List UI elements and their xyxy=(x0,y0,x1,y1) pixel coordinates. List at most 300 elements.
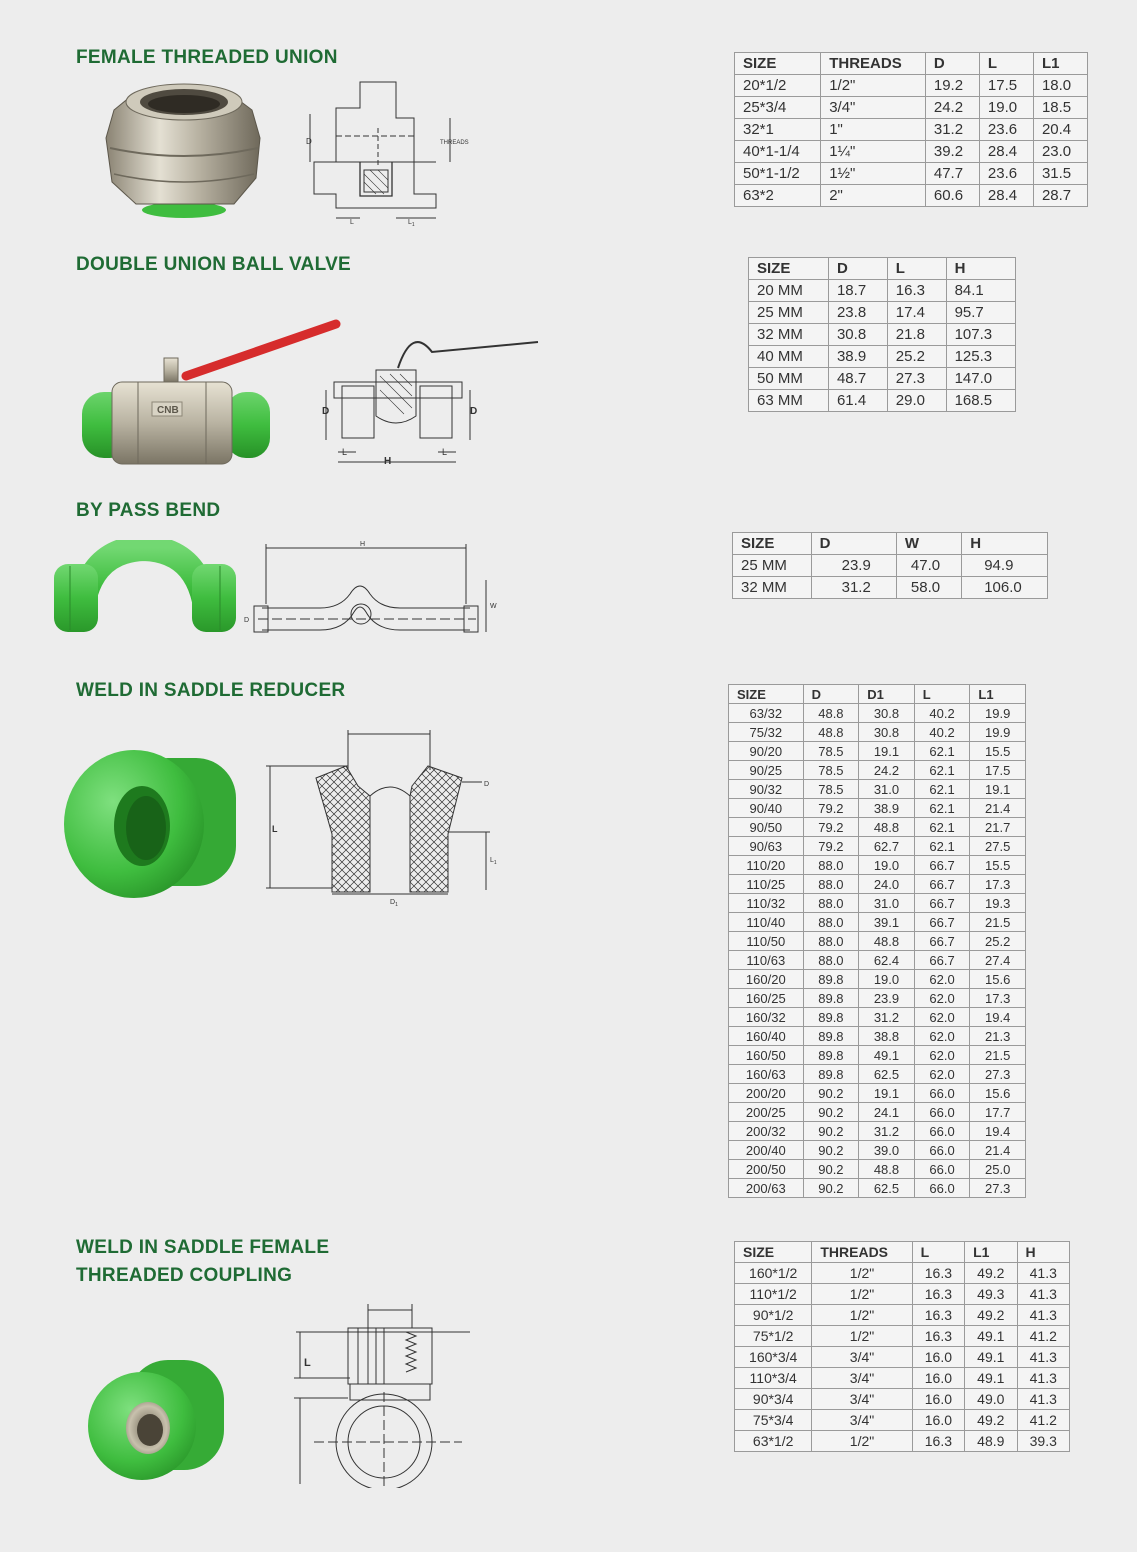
table-cell: 88.0 xyxy=(803,894,859,913)
table-cell: 200/50 xyxy=(729,1160,804,1179)
table-row xyxy=(729,723,1026,742)
table-cell: 21.5 xyxy=(970,913,1026,932)
col-header: L xyxy=(979,53,1033,75)
table-cell: 1/2" xyxy=(812,1326,912,1347)
dim-label-threads: THREADS xyxy=(440,140,469,146)
table-cell: 41.3 xyxy=(1017,1347,1069,1368)
saddle-reducer-drawing xyxy=(262,726,502,910)
table-cell: 110/20 xyxy=(729,856,804,875)
table-cell: 90.2 xyxy=(803,1103,859,1122)
table-cell: 20*1/2 xyxy=(735,75,821,97)
table-cell: 147.0 xyxy=(946,368,1015,390)
table-cell: 62.1 xyxy=(914,818,970,837)
table-cell: 19.0 xyxy=(859,856,915,875)
dim-label-h: H xyxy=(360,541,366,548)
table-cell: 48.8 xyxy=(859,1160,915,1179)
dim-label-l-right: L xyxy=(442,447,448,457)
table-cell: 17.7 xyxy=(970,1103,1026,1122)
table-cell: 90.2 xyxy=(803,1141,859,1160)
table-cell: 110/63 xyxy=(729,951,804,970)
table-cell: 48.8 xyxy=(803,723,859,742)
table-cell: 16.3 xyxy=(912,1284,964,1305)
table-cell: 19.1 xyxy=(859,1084,915,1103)
table-cell: 90.2 xyxy=(803,1122,859,1141)
table-row xyxy=(729,913,1026,932)
table-cell: 75*3/4 xyxy=(735,1410,812,1431)
table-cell: 1" xyxy=(821,119,926,141)
col-header: L1 xyxy=(965,1242,1017,1263)
table-cell: 90.2 xyxy=(803,1084,859,1103)
table-cell: 89.8 xyxy=(803,1027,859,1046)
table-cell: 200/40 xyxy=(729,1141,804,1160)
table-cell: 29.0 xyxy=(887,390,946,412)
table-cell: 89.8 xyxy=(803,989,859,1008)
table-cell: 32 MM xyxy=(733,577,812,599)
table-cell: 28.4 xyxy=(979,185,1033,207)
table-row xyxy=(735,1326,1070,1347)
table-cell: 30.8 xyxy=(828,324,887,346)
table-row xyxy=(735,97,1088,119)
table-cell: 110/25 xyxy=(729,875,804,894)
table-cell: 3/4" xyxy=(812,1410,912,1431)
table-cell: 49.2 xyxy=(965,1305,1017,1326)
saddle-reducer-table xyxy=(728,684,1026,1198)
table-row xyxy=(735,119,1088,141)
table-cell: 66.7 xyxy=(914,951,970,970)
col-header: SIZE xyxy=(733,533,812,555)
table-cell: 90/63 xyxy=(729,837,804,856)
table-cell: 1½" xyxy=(821,163,926,185)
table-cell: 125.3 xyxy=(946,346,1015,368)
table-header-row xyxy=(735,53,1088,75)
table-cell: 39.2 xyxy=(925,141,979,163)
table-cell: 31.0 xyxy=(859,780,915,799)
table-cell: 49.3 xyxy=(965,1284,1017,1305)
table-cell: 30.8 xyxy=(859,704,915,723)
table-row xyxy=(729,894,1026,913)
table-cell: 27.4 xyxy=(970,951,1026,970)
dim-label-d: D xyxy=(306,137,312,146)
table-cell: 19.0 xyxy=(979,97,1033,119)
table-cell: 110/50 xyxy=(729,932,804,951)
table-row xyxy=(729,742,1026,761)
table-cell: 160*1/2 xyxy=(735,1263,812,1284)
col-header: D1 xyxy=(859,685,915,704)
col-header: L1 xyxy=(970,685,1026,704)
table-cell: 66.0 xyxy=(914,1122,970,1141)
table-cell: 168.5 xyxy=(946,390,1015,412)
table-cell: 39.1 xyxy=(859,913,915,932)
female-threaded-union-photo xyxy=(96,78,268,220)
col-header: L xyxy=(887,258,946,280)
table-row xyxy=(729,856,1026,875)
table-row xyxy=(735,141,1088,163)
valve-body xyxy=(112,382,232,464)
valve-stamp: CNB xyxy=(157,405,179,416)
table-cell: 89.8 xyxy=(803,1065,859,1084)
table-cell: 62.0 xyxy=(914,989,970,1008)
table-cell: 20 MM xyxy=(749,280,829,302)
table-cell: 75/32 xyxy=(729,723,804,742)
table-cell: 19.9 xyxy=(970,704,1026,723)
section-title-weld-in-saddle-reducer: WELD IN SADDLE REDUCER xyxy=(76,680,346,701)
table-row xyxy=(729,799,1026,818)
section-title-saddle-coupling-line2: THREADED COUPLING xyxy=(76,1265,293,1286)
bend-socket-left xyxy=(54,564,98,632)
table-row xyxy=(729,875,1026,894)
saddle-coupling-drawing xyxy=(284,1298,480,1488)
table-cell: 17.4 xyxy=(887,302,946,324)
ball-valve-drawing xyxy=(312,330,542,472)
table-row xyxy=(729,818,1026,837)
table-cell: 18.5 xyxy=(1033,97,1087,119)
table-cell: 23.6 xyxy=(979,163,1033,185)
table-cell: 15.5 xyxy=(970,856,1026,875)
table-cell: 23.0 xyxy=(1033,141,1087,163)
table-cell: 90.2 xyxy=(803,1179,859,1198)
table-cell: 19.3 xyxy=(970,894,1026,913)
col-header: D xyxy=(828,258,887,280)
table-cell: 62.0 xyxy=(914,1027,970,1046)
table-cell: 21.8 xyxy=(887,324,946,346)
table-row xyxy=(729,970,1026,989)
table-cell: 21.3 xyxy=(970,1027,1026,1046)
table-cell: 41.3 xyxy=(1017,1368,1069,1389)
table-cell: 16.0 xyxy=(912,1347,964,1368)
table-cell: 27.3 xyxy=(970,1179,1026,1198)
table-cell: 38.8 xyxy=(859,1027,915,1046)
col-header: H xyxy=(946,258,1015,280)
table-cell: 47.0 xyxy=(896,555,961,577)
table-cell: 62.5 xyxy=(859,1179,915,1198)
table-cell: 25*3/4 xyxy=(735,97,821,119)
table-cell: 24.1 xyxy=(859,1103,915,1122)
table-cell: 66.7 xyxy=(914,856,970,875)
table-cell: 23.9 xyxy=(859,989,915,1008)
by-pass-bend-table xyxy=(732,532,1048,599)
table-row xyxy=(729,1122,1026,1141)
dim-label-d: D xyxy=(322,406,330,417)
table-cell: 16.0 xyxy=(912,1389,964,1410)
table-cell: 27.3 xyxy=(970,1065,1026,1084)
table-cell: 94.9 xyxy=(962,555,1048,577)
table-cell: 17.3 xyxy=(970,989,1026,1008)
table-row xyxy=(729,1065,1026,1084)
table-header-row xyxy=(733,533,1048,555)
section-title-double-union-ball-valve: DOUBLE UNION BALL VALVE xyxy=(76,254,352,275)
table-cell: 28.4 xyxy=(979,141,1033,163)
table-row xyxy=(729,989,1026,1008)
table-cell: 40 MM xyxy=(749,346,829,368)
table-cell: 90*3/4 xyxy=(735,1389,812,1410)
table-cell: 79.2 xyxy=(803,818,859,837)
table-cell: 31.2 xyxy=(811,577,896,599)
table-cell: 23.6 xyxy=(979,119,1033,141)
table-cell: 63*2 xyxy=(735,185,821,207)
dim-label-l: L xyxy=(304,1357,311,1369)
dim-label-d-right: D xyxy=(470,406,478,417)
table-cell: 62.0 xyxy=(914,1065,970,1084)
col-header: SIZE xyxy=(749,258,829,280)
table-cell: 62.1 xyxy=(914,761,970,780)
table-cell: 66.0 xyxy=(914,1160,970,1179)
col-header: D xyxy=(803,685,859,704)
table-cell: 60.6 xyxy=(925,185,979,207)
table-cell: 3/4" xyxy=(812,1347,912,1368)
female-threaded-union-drawing xyxy=(300,78,480,228)
table-cell: 27.3 xyxy=(887,368,946,390)
table-cell: 41.3 xyxy=(1017,1263,1069,1284)
dim-label-l1: $L_1$ xyxy=(490,857,497,866)
table-row xyxy=(729,1008,1026,1027)
table-cell: 17.5 xyxy=(970,761,1026,780)
table-cell: 66.7 xyxy=(914,932,970,951)
table-cell: 62.4 xyxy=(859,951,915,970)
table-row xyxy=(735,75,1088,97)
table-cell: 66.0 xyxy=(914,1084,970,1103)
table-row xyxy=(735,1410,1070,1431)
table-cell: 2" xyxy=(821,185,926,207)
section-title-saddle-coupling-line1: WELD IN SADDLE FEMALE xyxy=(76,1237,330,1258)
table-cell: 200/32 xyxy=(729,1122,804,1141)
col-header: SIZE xyxy=(735,1242,812,1263)
table-cell: 79.2 xyxy=(803,799,859,818)
table-row xyxy=(729,1027,1026,1046)
table-cell: 31.2 xyxy=(859,1122,915,1141)
table-cell: 15.5 xyxy=(970,742,1026,761)
table-cell: 32 MM xyxy=(749,324,829,346)
table-cell: 19.9 xyxy=(970,723,1026,742)
table-cell: 66.0 xyxy=(914,1103,970,1122)
table-cell: 66.7 xyxy=(914,913,970,932)
table-cell: 18.0 xyxy=(1033,75,1087,97)
table-cell: 89.8 xyxy=(803,1046,859,1065)
table-cell: 31.5 xyxy=(1033,163,1087,185)
table-row xyxy=(729,951,1026,970)
table-cell: 25 MM xyxy=(733,555,812,577)
table-row xyxy=(729,1103,1026,1122)
saddle-coupling-table xyxy=(734,1241,1070,1452)
table-cell: 39.3 xyxy=(1017,1431,1069,1452)
table-row xyxy=(733,555,1048,577)
table-cell: 90/32 xyxy=(729,780,804,799)
table-cell: 49.2 xyxy=(965,1263,1017,1284)
table-cell: 25.2 xyxy=(887,346,946,368)
bend-socket-right xyxy=(192,564,236,632)
col-header: W xyxy=(896,533,961,555)
table-cell: 19.0 xyxy=(859,970,915,989)
green-end-right xyxy=(226,392,270,458)
table-cell: 90/50 xyxy=(729,818,804,837)
table-cell: 24.0 xyxy=(859,875,915,894)
table-cell: 25.2 xyxy=(970,932,1026,951)
table-cell: 24.2 xyxy=(925,97,979,119)
table-cell: 16.0 xyxy=(912,1410,964,1431)
table-cell: 48.9 xyxy=(965,1431,1017,1452)
table-cell: 24.2 xyxy=(859,761,915,780)
table-cell: 16.3 xyxy=(912,1431,964,1452)
table-cell: 21.5 xyxy=(970,1046,1026,1065)
col-header: L xyxy=(912,1242,964,1263)
table-cell: 88.0 xyxy=(803,856,859,875)
table-cell: 88.0 xyxy=(803,951,859,970)
col-header: D xyxy=(925,53,979,75)
table-cell: 41.3 xyxy=(1017,1284,1069,1305)
table-cell: 62.0 xyxy=(914,1046,970,1065)
table-cell: 63*1/2 xyxy=(735,1431,812,1452)
table-cell: 27.5 xyxy=(970,837,1026,856)
table-row xyxy=(729,837,1026,856)
table-cell: 38.9 xyxy=(828,346,887,368)
dim-label-d1: $D_1$ xyxy=(390,899,398,908)
table-row xyxy=(735,163,1088,185)
table-row xyxy=(729,761,1026,780)
table-cell: 106.0 xyxy=(962,577,1048,599)
table-cell: 23.9 xyxy=(811,555,896,577)
dim-label-d: D xyxy=(244,617,250,624)
table-cell: 49.1 xyxy=(859,1046,915,1065)
table-cell: 62.1 xyxy=(914,742,970,761)
table-cell: 1/2" xyxy=(812,1284,912,1305)
table-cell: 79.2 xyxy=(803,837,859,856)
table-row xyxy=(729,932,1026,951)
table-cell: 40*1-1/4 xyxy=(735,141,821,163)
dim-label-l: L xyxy=(272,824,278,834)
dim-label-h: H xyxy=(384,456,392,467)
col-header: THREADS xyxy=(812,1242,912,1263)
by-pass-bend-drawing xyxy=(240,538,502,642)
table-cell: 19.1 xyxy=(970,780,1026,799)
table-row xyxy=(733,577,1048,599)
table-cell: 25.0 xyxy=(970,1160,1026,1179)
table-cell: 18.7 xyxy=(828,280,887,302)
table-cell: 110/32 xyxy=(729,894,804,913)
bend-arc xyxy=(80,548,208,624)
table-row xyxy=(735,1431,1070,1452)
table-cell: 15.6 xyxy=(970,1084,1026,1103)
table-cell: 62.1 xyxy=(914,780,970,799)
table-cell: 63/32 xyxy=(729,704,804,723)
table-cell: 78.5 xyxy=(803,742,859,761)
table-row xyxy=(735,185,1088,207)
table-cell: 3/4" xyxy=(812,1389,912,1410)
table-row xyxy=(735,1263,1070,1284)
table-cell: 41.3 xyxy=(1017,1305,1069,1326)
table-cell: 160/40 xyxy=(729,1027,804,1046)
dim-label-w: W xyxy=(490,603,497,610)
table-cell: 66.0 xyxy=(914,1141,970,1160)
col-header: THREADS xyxy=(821,53,926,75)
table-cell: 160*3/4 xyxy=(735,1347,812,1368)
table-cell: 1/2" xyxy=(812,1431,912,1452)
table-cell: 16.3 xyxy=(912,1263,964,1284)
table-cell: 61.4 xyxy=(828,390,887,412)
section-title-by-pass-bend: BY PASS BEND xyxy=(76,500,221,521)
table-row xyxy=(729,780,1026,799)
table-cell: 90.2 xyxy=(803,1160,859,1179)
table-cell: 19.4 xyxy=(970,1008,1026,1027)
table-cell: 40.2 xyxy=(914,723,970,742)
table-cell: 107.3 xyxy=(946,324,1015,346)
table-row xyxy=(735,1305,1070,1326)
table-row xyxy=(735,1389,1070,1410)
table-cell: 31.2 xyxy=(859,1008,915,1027)
table-cell: 88.0 xyxy=(803,875,859,894)
table-cell: 90/40 xyxy=(729,799,804,818)
col-header: L1 xyxy=(1033,53,1087,75)
female-threaded-union-table xyxy=(734,52,1088,207)
table-cell: 41.3 xyxy=(1017,1389,1069,1410)
table-cell: 39.0 xyxy=(859,1141,915,1160)
col-header: H xyxy=(962,533,1048,555)
table-row xyxy=(749,324,1016,346)
dim-label-d: D xyxy=(484,781,490,788)
table-cell: 95.7 xyxy=(946,302,1015,324)
table-cell: 48.8 xyxy=(859,818,915,837)
saddle-coupling-photo xyxy=(84,1354,232,1484)
table-cell: 110/40 xyxy=(729,913,804,932)
table-cell: 160/25 xyxy=(729,989,804,1008)
table-cell: 48.8 xyxy=(803,704,859,723)
table-cell: 20.4 xyxy=(1033,119,1087,141)
table-cell: 49.2 xyxy=(965,1410,1017,1431)
table-row xyxy=(729,1160,1026,1179)
table-cell: 110*1/2 xyxy=(735,1284,812,1305)
table-cell: 21.4 xyxy=(970,1141,1026,1160)
table-cell: 19.4 xyxy=(970,1122,1026,1141)
table-cell: 84.1 xyxy=(946,280,1015,302)
table-cell: 66.7 xyxy=(914,875,970,894)
table-row xyxy=(729,704,1026,723)
table-cell: 89.8 xyxy=(803,970,859,989)
table-cell: 90/25 xyxy=(729,761,804,780)
dim-label-l: L xyxy=(342,447,348,457)
table-cell: 160/20 xyxy=(729,970,804,989)
table-cell: 16.3 xyxy=(912,1305,964,1326)
table-cell: 58.0 xyxy=(896,577,961,599)
dim-label-l1: $L_1$ xyxy=(408,219,415,228)
saddle-reducer-photo xyxy=(62,742,242,902)
table-cell: 160/50 xyxy=(729,1046,804,1065)
table-row xyxy=(729,1084,1026,1103)
table-cell: 66.0 xyxy=(914,1179,970,1198)
by-pass-bend-photo xyxy=(50,540,240,638)
table-cell: 21.7 xyxy=(970,818,1026,837)
table-cell: 50*1-1/2 xyxy=(735,163,821,185)
table-cell: 49.1 xyxy=(965,1368,1017,1389)
table-cell: 23.8 xyxy=(828,302,887,324)
table-cell: 1/2" xyxy=(812,1263,912,1284)
table-cell: 31.2 xyxy=(925,119,979,141)
table-cell: 16.3 xyxy=(887,280,946,302)
table-cell: 38.9 xyxy=(859,799,915,818)
table-cell: 41.2 xyxy=(1017,1410,1069,1431)
dim-label-l: L xyxy=(350,219,354,226)
table-cell: 50 MM xyxy=(749,368,829,390)
table-cell: 62.1 xyxy=(914,799,970,818)
table-row xyxy=(735,1347,1070,1368)
table-cell: 31.0 xyxy=(859,894,915,913)
table-cell: 28.7 xyxy=(1033,185,1087,207)
table-cell: 16.0 xyxy=(912,1368,964,1389)
table-header-row xyxy=(749,258,1016,280)
table-cell: 49.1 xyxy=(965,1326,1017,1347)
table-cell: 200/63 xyxy=(729,1179,804,1198)
table-cell: 32*1 xyxy=(735,119,821,141)
table-cell: 90/20 xyxy=(729,742,804,761)
table-cell: 62.0 xyxy=(914,970,970,989)
table-cell: 78.5 xyxy=(803,780,859,799)
